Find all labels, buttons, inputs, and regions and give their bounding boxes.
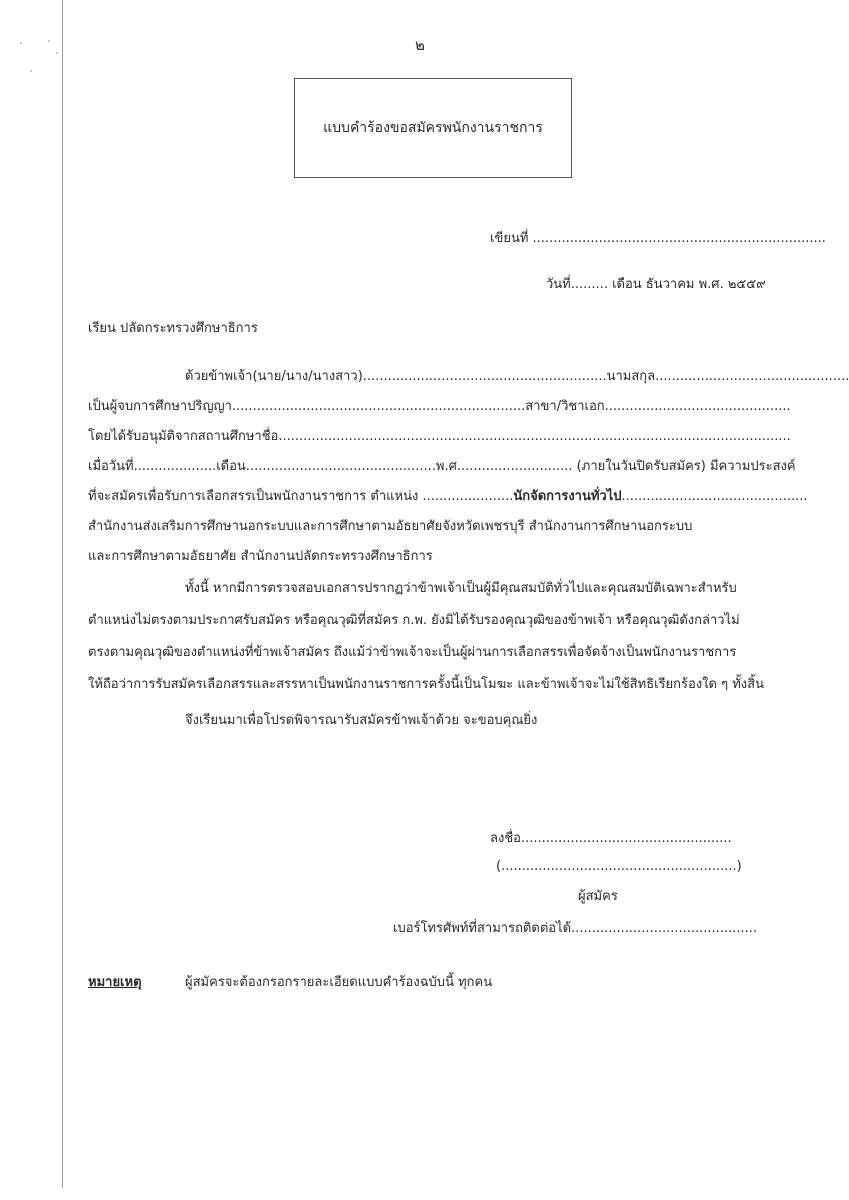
condition-line-1: ทั้งนี้ หากมีการตรวจสอบเอกสารปรากฏว่าข้าพเจ้าเป็นผู้มีคุณสมบัติทั่วไปและคุณสมบัติเฉพาะสำหรับ: [185, 581, 737, 596]
office-line: สำนักงานส่งเสริมการศึกษานอกระบบและการศึกษาตามอัธยาศัยจังหวัดเพชรบุรี สำนักงานการศึกษานอกระบบ: [88, 519, 693, 534]
page-number: ๒: [415, 36, 425, 54]
phone-field: เบอร์โทรศัพท์ที่สามารถติดต่อได้.............................................: [393, 921, 758, 936]
degree-field: เป็นผู้จบการศึกษาปริญญา.......................................................................สาขา/วิชาเอก.............................................: [88, 399, 791, 414]
scan-speck: [48, 40, 50, 42]
form-title: แบบคำร้องขอสมัครพนักงานราชการ: [323, 120, 543, 136]
scan-edge-line: [62, 0, 63, 1188]
applicant-name-field: ด้วยข้าพเจ้า(นาย/นาง/นางสาว)...........................................................นามสกุล...............................................: [185, 369, 849, 384]
approval-date-field: เมื่อวันที่....................เดือน..............................................พ.ศ............................ (ภายในวันปิดรับสมัคร) มีความประสงค์: [88, 459, 796, 474]
salutation: เรียน ปลัดกระทรวงศึกษาธิการ: [88, 321, 258, 336]
applicant-role: ผู้สมัคร: [578, 889, 618, 904]
signature-line: ลงชื่อ...................................................: [490, 831, 732, 846]
condition-line-2: ตำแหน่งไม่ตรงตามประกาศรับสมัคร หรือคุณวุฒิที่สมัคร ก.พ. ยังมิได้รับรองคุณวุฒิของข้าพเจ้า หรือคุณวุฒิดังกล่าวไม่: [88, 613, 740, 628]
position-line-suffix: .............................................: [621, 489, 808, 504]
closing-line: จึงเรียนมาเพื่อโปรดพิจารณารับสมัครข้าพเจ้าด้วย จะขอบคุณยิ่ง: [185, 713, 538, 728]
scan-speck: [56, 52, 58, 54]
form-title-box: [294, 78, 572, 178]
printed-name-line: (.........................................................): [496, 859, 742, 874]
institution-field: โดยได้รับอนุมัติจากสถานศึกษาชื่อ............................................................................................................................: [88, 429, 791, 444]
written-at-field: เขียนที่ .......................................................................: [490, 231, 826, 246]
position-title: นักจัดการงานทั่วไป: [513, 489, 622, 504]
note-label: หมายเหตุ: [88, 975, 142, 990]
note-text: ผู้สมัครจะต้องกรอกรายละเอียดแบบคำร้องฉบับนี้ ทุกคน: [185, 975, 493, 990]
condition-line-3: ตรงตามคุณวุฒิของตำแหน่งที่ข้าพเจ้าสมัคร ถึงแม้ว่าข้าพเจ้าจะเป็นผู้ผ่านการเลือกสรรเพื่อจัดจ้างเป็นพนักงานราชการ: [88, 645, 737, 660]
scan-speck: [20, 42, 22, 44]
position-line-prefix: ที่จะสมัครเพื่อรับการเลือกสรรเป็นพนักงานราชการ ตำแหน่ง ......................: [88, 489, 514, 504]
condition-line-4: ให้ถือว่าการรับสมัครเลือกสรรและสรรหาเป็นพนักงานราชการครั้งนี้เป็นโมฆะ และข้าพเจ้าจะไม่ใช้สิทธิเรียกร้องใด ๆ ทั้งสิ้น: [88, 677, 764, 692]
date-line: วันที่......... เดือน ธันวาคม พ.ศ. ๒๕๕๙: [546, 277, 766, 292]
scan-speck: [30, 70, 32, 72]
office-line-2: และการศึกษาตามอัธยาศัย สำนักงานปลัดกระทรวงศึกษาธิการ: [88, 549, 433, 564]
position-line: [88, 488, 808, 506]
